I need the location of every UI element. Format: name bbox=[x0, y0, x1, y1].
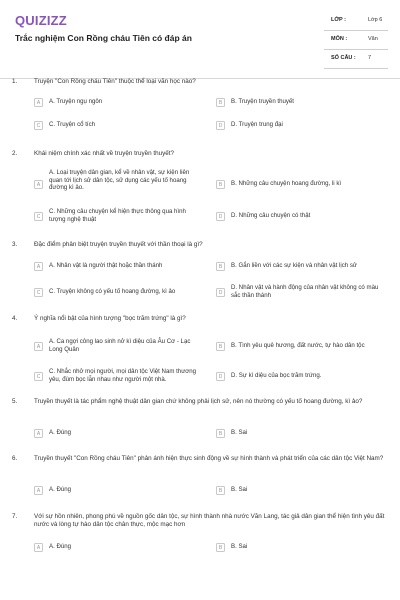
option-text: B. Sai bbox=[231, 429, 248, 436]
option-letter-box: B bbox=[216, 180, 225, 189]
option-text: D. Những câu chuyện có thật bbox=[231, 212, 311, 219]
option-text: A. Đúng bbox=[49, 429, 72, 436]
meta-label: SỐ CÂU : bbox=[331, 55, 356, 61]
option-text: C. Nhắc nhở mọi người, mọi dân tộc Việt Nam thương yêu, đùm bọc lẫn nhau như người một nhà. bbox=[49, 368, 197, 383]
option-letter-box: B bbox=[216, 486, 225, 495]
meta-label: MÔN : bbox=[331, 36, 348, 42]
option-text: C. Những câu chuyện kể hiện thực thông qua hình tượng nghệ thuật bbox=[49, 208, 186, 223]
option-text: D. Sự kì diệu của bọc trăm trứng. bbox=[231, 372, 322, 379]
quizizz-logo: QUIZIZZ bbox=[15, 13, 67, 28]
option-letter-box: D bbox=[216, 288, 225, 297]
option-text: B. Những câu chuyện hoang đường, li kì bbox=[231, 180, 342, 187]
question-text: Khái niệm chính xác nhất về truyện truyền thuyết? bbox=[34, 150, 175, 157]
meta-row-count bbox=[324, 50, 388, 69]
question-text: Truyện "Con Rồng cháu Tiên" thuộc thể loại văn học nào? bbox=[34, 78, 196, 85]
option-letter-box: A bbox=[34, 429, 43, 438]
option-letter-box: C bbox=[34, 372, 43, 381]
option-text: A. Đúng bbox=[49, 486, 72, 493]
option-text: B. Sai bbox=[231, 543, 248, 550]
option-letter-box: A bbox=[34, 486, 43, 495]
option-letter-box: D bbox=[216, 372, 225, 381]
question-text: Ý nghĩa nổi bật của hình tượng "bọc trăm trứng" là gì? bbox=[34, 315, 186, 322]
option-text: C. Truyện không có yếu tố hoang đường, kì ảo bbox=[49, 288, 176, 295]
option-text: D. Truyện trung đại bbox=[231, 121, 283, 128]
meta-value: Văn bbox=[368, 36, 378, 42]
option-letter-box: A bbox=[34, 342, 43, 351]
meta-row-subject bbox=[324, 31, 388, 50]
option-text: B. Gắn liền với các sự kiện và nhân vật lịch sử bbox=[231, 262, 357, 269]
option-text: D. Nhân vật và hành động của nhân vật không có màu sắc thần thánh bbox=[231, 284, 379, 299]
question-text: Truyền thuyết là tác phẩm nghệ thuật dân gian chứ không phải lịch sử, nên nó thường có yếu tố hoang đường, kì ảo? bbox=[34, 398, 363, 405]
question-number: 1. bbox=[12, 78, 18, 85]
option-letter-box: B bbox=[216, 342, 225, 351]
worksheet-header bbox=[0, 0, 400, 79]
option-letter-box: C bbox=[34, 288, 43, 297]
option-letter-box: A bbox=[34, 543, 43, 552]
option-text: B. Tình yêu quê hương, đất nước, tự hào dân tộc bbox=[231, 342, 365, 349]
worksheet-title: Trắc nghiệm Con Rồng cháu Tiên có đáp án bbox=[15, 33, 192, 43]
option-letter-box: B bbox=[216, 98, 225, 107]
option-text: A. Truyện ngụ ngôn bbox=[49, 98, 103, 105]
question-number: 6. bbox=[12, 455, 18, 462]
option-letter-box: D bbox=[216, 121, 225, 130]
option-text: A. Loại truyện dân gian, kể về nhân vật, sự kiện liên quan tới lịch sử dân tộc, sử dụng các yếu tố hoang đường kì ảo. bbox=[49, 169, 190, 192]
option-text: C. Truyện cổ tích bbox=[49, 121, 96, 128]
option-text: A. Đúng bbox=[49, 543, 72, 550]
option-text: A. Ca ngợi công lao sinh nở kì diệu của Âu Cơ - Lạc Long Quân bbox=[49, 338, 191, 353]
question-number: 7. bbox=[12, 513, 18, 520]
question-number: 5. bbox=[12, 398, 18, 405]
option-letter-box: C bbox=[34, 121, 43, 130]
option-text: B. Sai bbox=[231, 486, 248, 493]
option-letter-box: B bbox=[216, 543, 225, 552]
question-number: 3. bbox=[12, 241, 18, 248]
question-number: 4. bbox=[12, 315, 18, 322]
meta-box bbox=[324, 12, 388, 69]
option-text: A. Nhân vật là người thật hoặc thần thánh bbox=[49, 262, 163, 269]
option-letter-box: C bbox=[34, 212, 43, 221]
question-text: Với sự hồn nhiên, phong phú về nguồn gốc dân tộc, sự hình thành nhà nước Văn Lang, tác giả dân gian thể hiện tình yêu đất nước và lòng tự hào dân tộc chân thực, mộc mạc hơn bbox=[34, 513, 385, 528]
meta-label: LỚP : bbox=[331, 17, 346, 23]
option-letter-box: A bbox=[34, 98, 43, 107]
option-letter-box: B bbox=[216, 262, 225, 271]
option-letter-box: A bbox=[34, 262, 43, 271]
question-text: Đặc điểm phân biệt truyện truyền thuyết với thần thoại là gì? bbox=[34, 241, 203, 248]
option-text: B. Truyện truyền thuyết bbox=[231, 98, 295, 105]
option-letter-box: A bbox=[34, 180, 43, 189]
meta-value: Lớp 6 bbox=[368, 17, 383, 23]
meta-value: 7 bbox=[368, 55, 372, 61]
question-number: 2. bbox=[12, 150, 18, 157]
option-letter-box: B bbox=[216, 429, 225, 438]
meta-row-grade bbox=[324, 12, 388, 31]
option-letter-box: D bbox=[216, 212, 225, 221]
question-text: Truyền thuyết "Con Rồng cháu Tiên" phản ánh hiện thực sinh động về sự hình thành và phát triển của các dân tộc Việt Nam? bbox=[34, 455, 384, 462]
